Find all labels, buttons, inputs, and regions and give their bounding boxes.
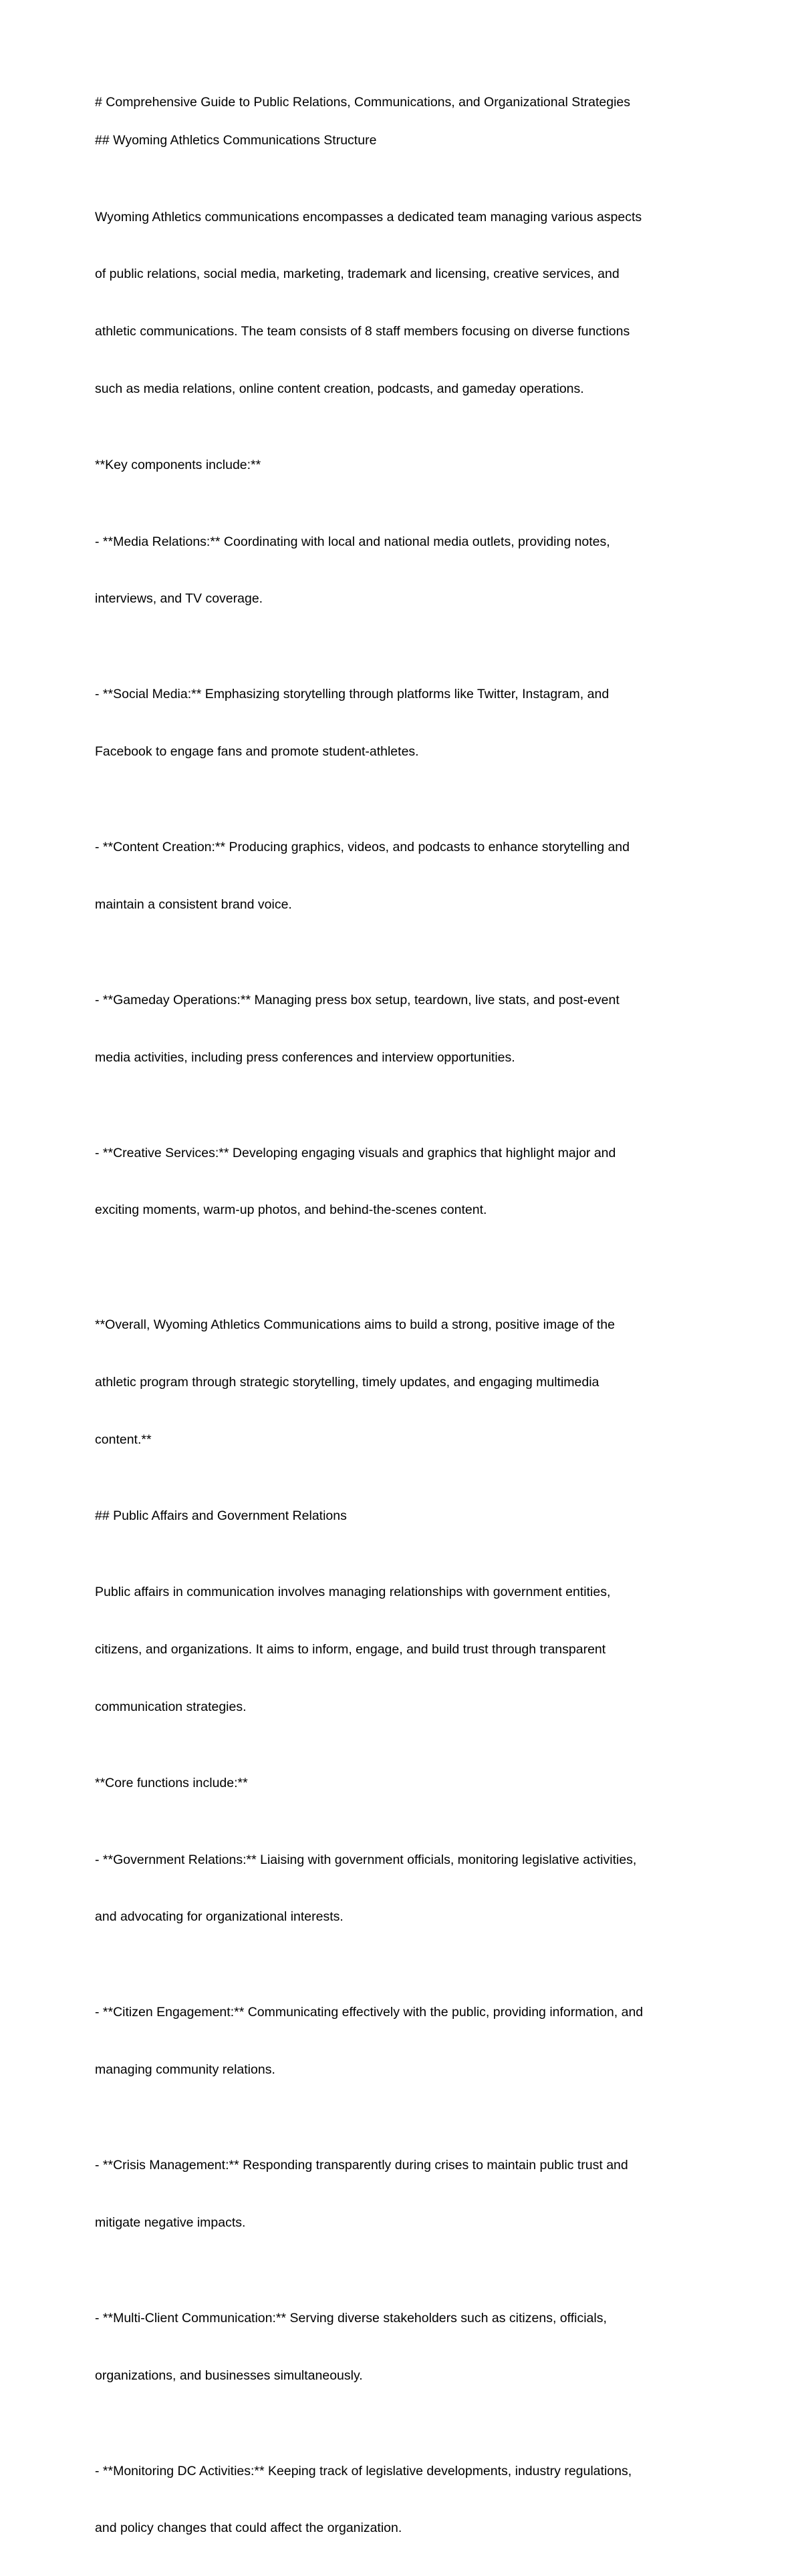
document-body — [95, 93, 710, 2576]
spacer — [95, 1487, 710, 1506]
text-line: - **Social Media:** Emphasizing storytelling through platforms like Twitter, Instagram, and — [95, 687, 610, 702]
spacer — [95, 475, 710, 494]
list-item — [95, 1812, 710, 1965]
document-title: # Comprehensive Guide to Public Relations, Communications, and Organizational Strategies — [95, 95, 631, 110]
spacer — [95, 150, 710, 170]
text-line: communication strategies. — [95, 1699, 247, 1714]
text-line: interviews, and TV coverage. — [95, 591, 263, 607]
text-line: organizations, and businesses simultaneously. — [95, 2368, 363, 2383]
text-line: - **Crisis Management:** Responding transparently during crises to maintain public trust and — [95, 2158, 628, 2173]
text-line: **Overall, Wyoming Athletics Communications aims to build a strong, positive image of the — [95, 1317, 616, 1332]
list-item — [95, 2271, 710, 2424]
section-intro-athletics — [95, 169, 710, 436]
key-components-list — [95, 494, 710, 1258]
text-line: managing community relations. — [95, 2062, 275, 2078]
text-line: of public relations, social media, marketing, trademark and licensing, creative services, and — [95, 267, 620, 282]
text-line: - **Monitoring DC Activities:** Keeping track of legislative developments, industry regulations, — [95, 2463, 632, 2478]
text-line: Wyoming Athletics communications encompasses a dedicated team managing various aspects — [95, 209, 642, 224]
list-item — [95, 1105, 710, 1258]
section-heading-athletics: ## Wyoming Athletics Communications Structure — [95, 133, 377, 148]
spacer — [95, 437, 710, 456]
list-item — [95, 494, 710, 647]
text-line: and policy changes that could affect the organization. — [95, 2521, 402, 2536]
text-line: exciting moments, warm-up photos, and behind-the-scenes content. — [95, 1202, 487, 1218]
list-label-core-functions: **Core functions include:** — [95, 1776, 248, 1791]
list-item — [95, 800, 710, 953]
spacer — [95, 1755, 710, 1774]
spacer — [95, 1258, 710, 1277]
list-label-key-components: **Key components include:** — [95, 458, 261, 473]
spacer — [95, 1793, 710, 1812]
core-functions-list — [95, 1812, 710, 2576]
text-line: and advocating for organizational interests. — [95, 1909, 344, 1925]
list-item — [95, 647, 710, 800]
list-item — [95, 2118, 710, 2271]
text-line: - **Creative Services:** Developing engaging visuals and graphics that highlight major and — [95, 1145, 616, 1160]
section-intro-public-affairs — [95, 1545, 710, 1755]
spacer — [95, 112, 710, 132]
text-line: media activities, including press conferences and interview opportunities. — [95, 1050, 515, 1065]
text-line: such as media relations, online content creation, podcasts, and gameday operations. — [95, 381, 584, 396]
text-line: - **Gameday Operations:** Managing press box setup, teardown, live stats, and post-event — [95, 992, 620, 1007]
text-line: - **Government Relations:** Liaising with government officials, monitoring legislative activities, — [95, 1852, 637, 1867]
text-line: content.** — [95, 1432, 152, 1447]
text-line: - **Multi-Client Communication:** Serving diverse stakeholders such as citizens, officials, — [95, 2310, 607, 2325]
text-line: mitigate negative impacts. — [95, 2215, 246, 2230]
spacer — [95, 1526, 710, 1545]
text-line: citizens, and organizations. It aims to inform, engage, and build trust through transparent — [95, 1642, 606, 1657]
list-item — [95, 1965, 710, 2118]
text-line: - **Content Creation:** Producing graphics, videos, and podcasts to enhance storytelling and — [95, 840, 630, 855]
text-line: Public affairs in communication involves managing relationships with government entities, — [95, 1585, 611, 1600]
section-summary-athletics — [95, 1277, 710, 1488]
list-item — [95, 2423, 710, 2576]
text-line: Facebook to engage fans and promote student-athletes. — [95, 744, 419, 760]
text-line: - **Citizen Engagement:** Communicating effectively with the public, providing information, and — [95, 2005, 644, 2020]
text-line: - **Media Relations:** Coordinating with local and national media outlets, providing notes, — [95, 534, 610, 549]
text-line: athletic communications. The team consists of 8 staff members focusing on diverse functions — [95, 324, 630, 339]
text-line: athletic program through strategic storytelling, timely updates, and engaging multimedia — [95, 1374, 599, 1390]
text-line: maintain a consistent brand voice. — [95, 897, 292, 912]
list-item — [95, 953, 710, 1106]
section-heading-public-affairs: ## Public Affairs and Government Relations — [95, 1508, 347, 1523]
